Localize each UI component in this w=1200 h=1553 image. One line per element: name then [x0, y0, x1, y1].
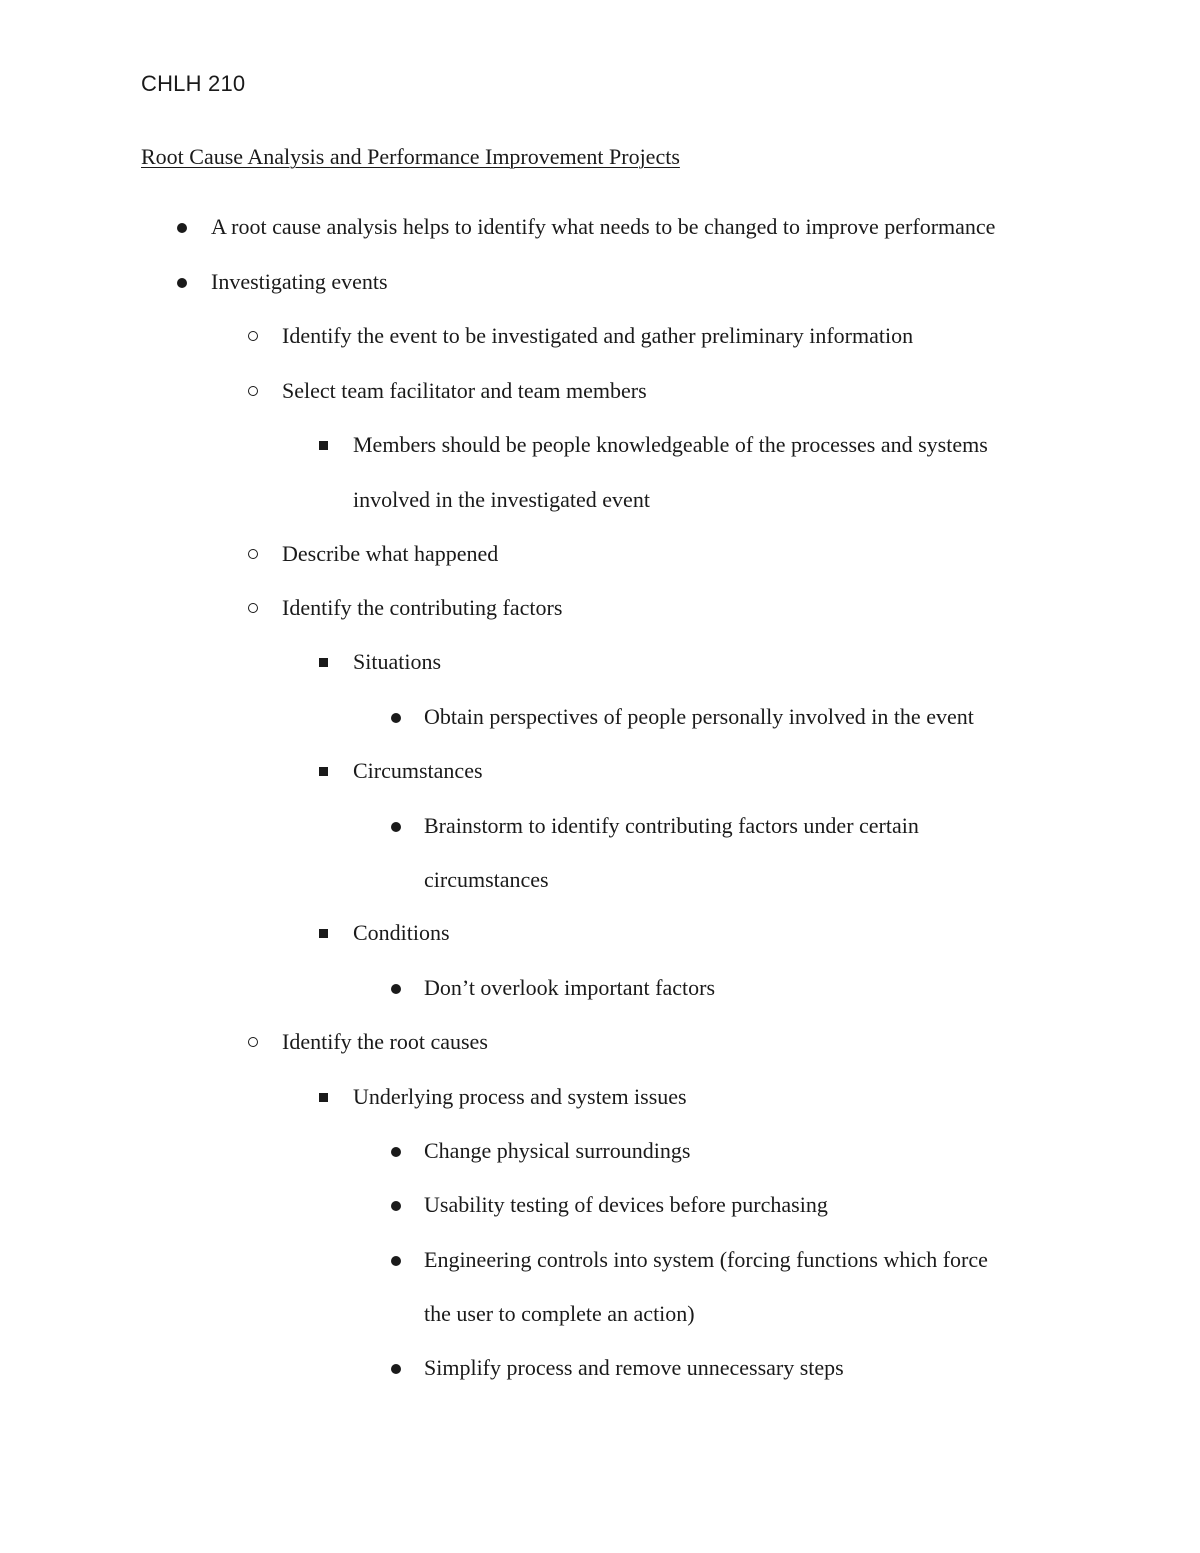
list-item: Members should be people knowledgeable of the processes and systems [353, 432, 988, 457]
bullet-square-icon [319, 767, 328, 776]
bullet-circle-icon [248, 603, 258, 613]
list-item-continuation: the user to complete an action) [424, 1301, 695, 1326]
list-item: Underlying process and system issues [353, 1084, 687, 1109]
list-item: Situations [353, 649, 442, 674]
list-item: Change physical surroundings [424, 1138, 691, 1163]
bullet-disc-icon [177, 223, 187, 233]
list-item-continuation: circumstances [424, 867, 549, 892]
bullet-square-icon [319, 658, 328, 667]
bullet-square-icon [319, 1093, 328, 1102]
list-item: A root cause analysis helps to identify what needs to be changed to improve performance [211, 214, 996, 239]
list-item: Identify the root causes [282, 1029, 488, 1054]
list-item: Describe what happened [282, 541, 499, 566]
bullet-square-icon [319, 929, 328, 938]
list-item: Identify the contributing factors [282, 595, 563, 620]
bullet-circle-icon [248, 549, 258, 559]
bullet-disc-icon [391, 1256, 401, 1266]
bullet-disc-icon [391, 984, 401, 994]
list-item-continuation: involved in the investigated event [353, 487, 650, 512]
list-item: Brainstorm to identify contributing factors under certain [424, 813, 919, 838]
bullet-circle-icon [248, 331, 258, 341]
list-item: Conditions [353, 920, 450, 945]
bullet-disc-icon [391, 1364, 401, 1374]
list-item: Identify the event to be investigated and gather preliminary information [282, 323, 914, 348]
bullet-disc-icon [391, 1147, 401, 1157]
bullet-circle-icon [248, 1037, 258, 1047]
list-item: Simplify process and remove unnecessary steps [424, 1355, 844, 1380]
bullet-circle-icon [248, 386, 258, 396]
bullet-disc-icon [177, 278, 187, 288]
bullet-disc-icon [391, 822, 401, 832]
list-item: Select team facilitator and team members [282, 378, 647, 403]
list-item: Usability testing of devices before purchasing [424, 1192, 828, 1217]
list-item: Obtain perspectives of people personally involved in the event [424, 704, 974, 729]
bullet-square-icon [319, 441, 328, 450]
bullet-disc-icon [391, 1201, 401, 1211]
document-title: Root Cause Analysis and Performance Improvement Projects [141, 144, 680, 169]
bullet-disc-icon [391, 713, 401, 723]
course-code: CHLH 210 [141, 71, 246, 96]
list-item: Don’t overlook important factors [424, 975, 716, 1000]
list-item: Investigating events [211, 269, 388, 294]
list-item: Circumstances [353, 758, 483, 783]
list-item: Engineering controls into system (forcing functions which force [424, 1247, 988, 1272]
